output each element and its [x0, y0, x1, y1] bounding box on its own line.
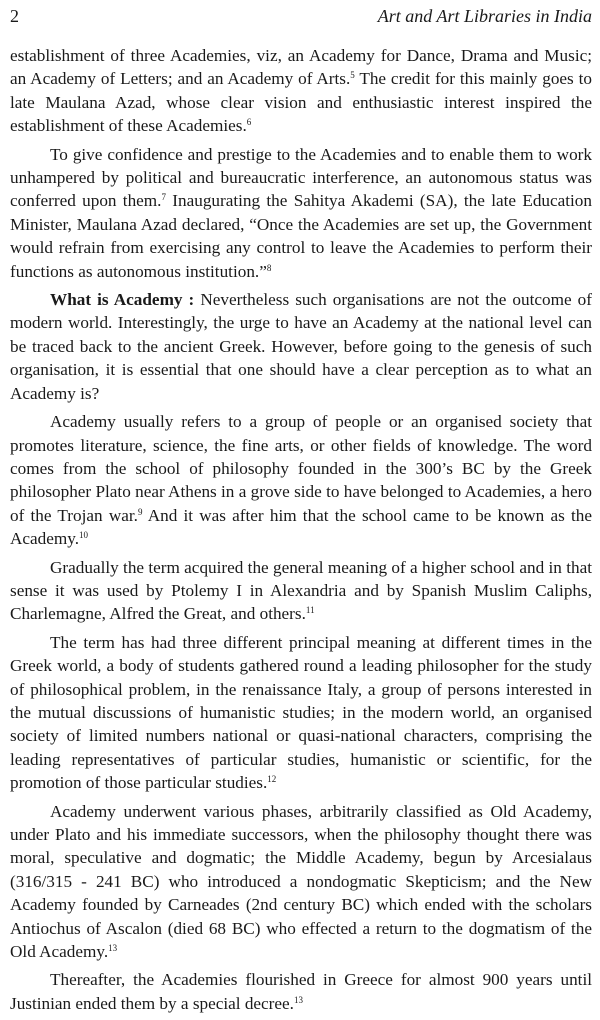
- footnote-ref: 13: [108, 943, 118, 954]
- footnote-ref: 9: [137, 506, 143, 517]
- paragraph-text: Inaugurating the Sahitya Akademi (SA), the late Education Minister, Maulana Azad declared, “Once the Academies are set up, the Government would refrain from exercising any control to leave the Academies to perform their functions as autonomous institution.”: [10, 191, 592, 281]
- book-page: [10, 0, 592, 1020]
- paragraph: [10, 410, 592, 550]
- paragraph-text: Academy usually refers to a group of people or an organised society that promotes literature, science, the fine arts, or other fields of knowledge. The word comes from the school of philosophy founded in the 300’s BC by the Greek philosopher Plato near Athens in a grove side to have belonged to Academies, a hero of the Trojan war.: [10, 412, 592, 525]
- footnote-ref: 6: [246, 117, 252, 128]
- footnote-ref: 13: [293, 994, 303, 1005]
- paragraph-text: establishment of three Academies, viz, an Academy for Dance, Drama and Music; an Academy of Letters; and an Academy of Arts.: [10, 46, 592, 89]
- footnote-ref: 5: [350, 70, 355, 81]
- footnote-ref: 8: [266, 262, 272, 273]
- paragraph-text: The credit for this mainly goes to late Maulana Azad, whose clear vision and enthusiastic interest inspired the establishment of these Academies.: [10, 69, 592, 136]
- paragraph-text: To give confidence and prestige to the Academies and to enable them to work unhampered by political and bureaucratic interference, an autonomous status was conferred upon them.: [10, 144, 592, 211]
- running-title: Art and Art Libraries in India: [377, 6, 592, 26]
- paragraph-text: Academy underwent various phases, arbitrarily classified as Old Academy, under Plato and his immediate successors, when the philosophy thought there was moral, speculative and dogmatic; the Middle Academy, begun by Arcesialaus (316/315 - 241 BC) who introduced a nondogmatic Skepticism; and the New Academy founded by Carneades (2nd century BC) which ended with the scholars Antiochus of Ascalon (died 68 BC) who effected a return to the dogmatism of the Old Academy.: [10, 801, 592, 962]
- page-header: [10, 3, 592, 33]
- paragraph: [10, 800, 592, 964]
- run-in-heading: What is Academy :: [50, 290, 195, 310]
- footnote-ref: 11: [305, 605, 315, 616]
- paragraph: [10, 631, 592, 795]
- page-number: 2: [10, 6, 19, 26]
- body-text: [10, 44, 592, 1015]
- paragraph-text: Thereafter, the Academies flourished in Greece for almost 900 years until Justinian ended them by a special decree.: [10, 970, 592, 1013]
- paragraph-text: The term has had three different principal meaning at different times in the Greek world, a body of students gathered round a leading philosopher for the study of philosophical problem, in the renaissance Italy, a group of persons interested in the mutual discussions of humanistic studies; in the modern world, an organised society of limited numbers national or quasi-national characters, comprising the leading representatives of particular studies, humanistic or scientific, for the promotion of those particular studies.: [10, 632, 592, 793]
- paragraph-text: And it was after him that the school came to be known as the Academy.: [10, 505, 592, 549]
- footnote-ref: 10: [79, 530, 89, 541]
- paragraph: [10, 968, 592, 1015]
- paragraph: [10, 288, 592, 405]
- paragraph: [10, 143, 592, 283]
- footnote-ref: 12: [267, 774, 277, 785]
- paragraph-text: Nevertheless such organisations are not the outcome of modern world. Interestingly, the urge to have an Academy at the national level can be traced back to the ancient Greek. However, before going to the genesis of such organisation, it is essential that one should have a clear perception as to what an Academy is?: [10, 290, 592, 403]
- footnote-ref: 7: [161, 192, 166, 203]
- paragraph: [10, 44, 592, 138]
- paragraph-text: Gradually the term acquired the general meaning of a higher school and in that sense it was used by Ptolemy I in Alexandria and by Spanish Muslim Caliphs, Charlemagne, Alfred the Great, and others.: [10, 557, 592, 624]
- paragraph: [10, 556, 592, 626]
